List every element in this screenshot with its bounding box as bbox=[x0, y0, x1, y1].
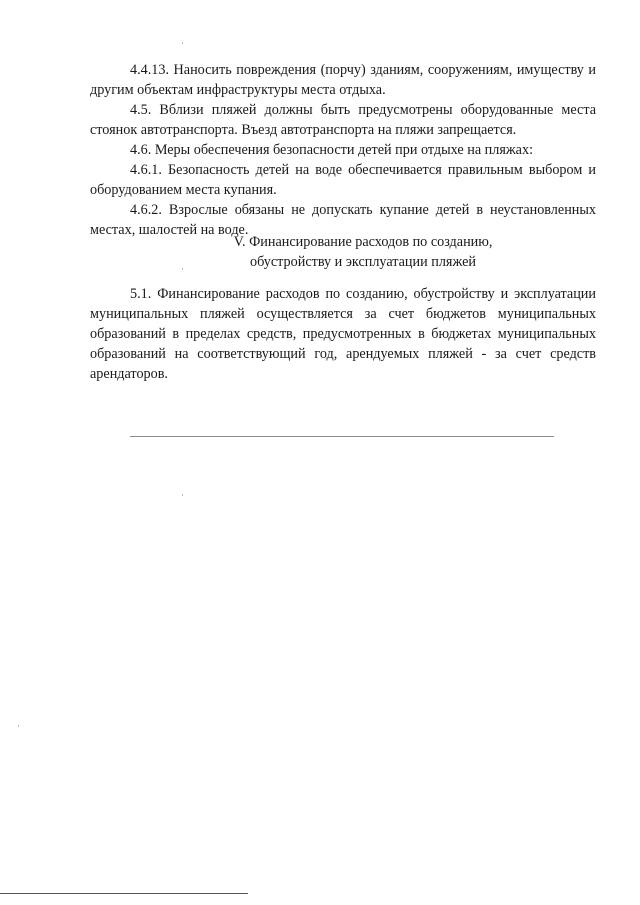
rules-paragraphs bbox=[90, 60, 596, 240]
section-body bbox=[90, 284, 596, 384]
scan-speck bbox=[18, 725, 19, 727]
paragraph-4-6-1: 4.6.1. Безопасность детей на воде обеспечивается правильным выбором и оборудованием места купания. bbox=[90, 162, 596, 198]
scan-speck bbox=[182, 42, 183, 44]
paragraph-4-6-2: 4.6.2. Взрослые обязаны не допускать купание детей в неустановленных местах, шалостей на воде. bbox=[90, 202, 596, 238]
paragraph-4-4-13: 4.4.13. Наносить повреждения (порчу) зданиям, сооружениям, имуществу и другим объектам инфраструктуры места отдыха. bbox=[90, 62, 596, 98]
paragraph-4-6: 4.6. Меры обеспечения безопасности детей при отдыхе на пляжах: bbox=[130, 142, 534, 158]
section-heading bbox=[160, 232, 566, 272]
end-separator-line bbox=[130, 436, 554, 437]
section-heading-line-2: обустройству и эксплуатации пляжей bbox=[250, 254, 476, 270]
paragraph-4-5: 4.5. Вблизи пляжей должны быть предусмотрены оборудованные места стоянок автотранспорта. Въезд автотранспорта на пляжи запрещается. bbox=[90, 102, 596, 138]
footer-rule bbox=[0, 893, 248, 894]
paragraph-5-1: 5.1. Финансирование расходов по созданию, обустройству и эксплуатации муниципальных пляжей осуществляется за счет бюджетов муниципальных образований в пределах средств, предусмотренных в бюджетах муниципальных образований на соответствующий год, арендуемых пляжей - за счет средств арендаторов. bbox=[90, 286, 596, 382]
section-heading-line-1: V. Финансирование расходов по созданию, bbox=[233, 234, 493, 250]
scan-speck bbox=[182, 494, 183, 496]
